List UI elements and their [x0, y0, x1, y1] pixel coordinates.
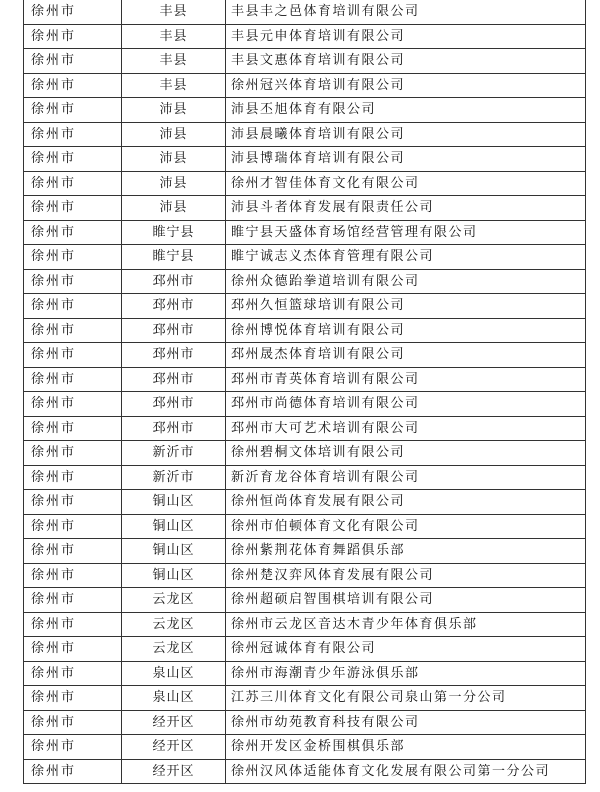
county-cell: 泉山区 — [122, 686, 226, 711]
city-cell: 徐州市 — [24, 661, 122, 686]
city-cell: 徐州市 — [24, 196, 122, 221]
table-row — [24, 196, 586, 221]
company-name-cell: 沛县博瑞体育培训有限公司 — [226, 147, 586, 172]
table-row — [24, 563, 586, 588]
county-cell: 沛县 — [122, 171, 226, 196]
table-row — [24, 24, 586, 49]
company-name-cell: 徐州冠诚体育有限公司 — [226, 637, 586, 662]
city-cell: 徐州市 — [24, 490, 122, 515]
table-row — [24, 490, 586, 515]
table-row — [24, 98, 586, 123]
county-cell: 沛县 — [122, 122, 226, 147]
county-cell: 邳州市 — [122, 318, 226, 343]
company-name-cell: 徐州市云龙区音达木青少年体育俱乐部 — [226, 612, 586, 637]
company-name-cell: 新沂育龙谷体育培训有限公司 — [226, 465, 586, 490]
city-cell: 徐州市 — [24, 147, 122, 172]
city-cell: 徐州市 — [24, 416, 122, 441]
county-cell: 丰县 — [122, 24, 226, 49]
table-row — [24, 318, 586, 343]
city-cell: 徐州市 — [24, 98, 122, 123]
table-row — [24, 735, 586, 760]
table-row — [24, 441, 586, 466]
company-name-cell: 丰县元申体育培训有限公司 — [226, 24, 586, 49]
county-cell: 邳州市 — [122, 269, 226, 294]
table-body — [24, 0, 586, 784]
table-row — [24, 245, 586, 270]
city-cell: 徐州市 — [24, 612, 122, 637]
county-cell: 新沂市 — [122, 465, 226, 490]
city-cell: 徐州市 — [24, 318, 122, 343]
city-cell: 徐州市 — [24, 710, 122, 735]
city-cell: 徐州市 — [24, 0, 122, 24]
company-name-cell: 徐州市伯顿体育文化有限公司 — [226, 514, 586, 539]
city-cell: 徐州市 — [24, 539, 122, 564]
city-cell: 徐州市 — [24, 686, 122, 711]
city-cell: 徐州市 — [24, 122, 122, 147]
county-cell: 邳州市 — [122, 343, 226, 368]
table-row — [24, 661, 586, 686]
table-row — [24, 343, 586, 368]
county-cell: 沛县 — [122, 98, 226, 123]
county-cell: 丰县 — [122, 73, 226, 98]
table-row — [24, 759, 586, 784]
county-cell: 经开区 — [122, 735, 226, 760]
county-cell: 沛县 — [122, 147, 226, 172]
city-cell: 徐州市 — [24, 245, 122, 270]
table-row — [24, 612, 586, 637]
company-name-cell: 徐州恒尚体育发展有限公司 — [226, 490, 586, 515]
county-cell: 经开区 — [122, 759, 226, 784]
company-name-cell: 徐州众德跆拳道培训有限公司 — [226, 269, 586, 294]
company-name-cell: 丰县文惠体育培训有限公司 — [226, 49, 586, 74]
county-cell: 沛县 — [122, 196, 226, 221]
table-row — [24, 147, 586, 172]
company-name-cell: 邳州晟杰体育培训有限公司 — [226, 343, 586, 368]
table-row — [24, 220, 586, 245]
table-row — [24, 392, 586, 417]
table-row — [24, 465, 586, 490]
company-name-cell: 徐州市幼苑教育科技有限公司 — [226, 710, 586, 735]
company-name-cell: 江苏三川体育文化有限公司泉山第一分公司 — [226, 686, 586, 711]
table-row — [24, 269, 586, 294]
company-name-cell: 邳州市青英体育培训有限公司 — [226, 367, 586, 392]
city-cell: 徐州市 — [24, 220, 122, 245]
company-name-cell: 徐州开发区金桥围棋俱乐部 — [226, 735, 586, 760]
city-cell: 徐州市 — [24, 294, 122, 319]
company-name-cell: 睢宁县天盛体育场馆经营管理有限公司 — [226, 220, 586, 245]
company-name-cell: 沛县晨曦体育培训有限公司 — [226, 122, 586, 147]
city-cell: 徐州市 — [24, 637, 122, 662]
company-name-cell: 邳州市大可艺术培训有限公司 — [226, 416, 586, 441]
table-row — [24, 171, 586, 196]
county-cell: 经开区 — [122, 710, 226, 735]
county-cell: 邳州市 — [122, 416, 226, 441]
company-name-cell: 徐州冠兴体育培训有限公司 — [226, 73, 586, 98]
table-row — [24, 294, 586, 319]
company-name-cell: 徐州楚汉弈风体育发展有限公司 — [226, 563, 586, 588]
city-cell: 徐州市 — [24, 343, 122, 368]
county-cell: 泉山区 — [122, 661, 226, 686]
county-cell: 睢宁县 — [122, 245, 226, 270]
table-row — [24, 588, 586, 613]
table-row — [24, 49, 586, 74]
county-cell: 铜山区 — [122, 563, 226, 588]
county-cell: 云龙区 — [122, 612, 226, 637]
table-row — [24, 686, 586, 711]
city-cell: 徐州市 — [24, 24, 122, 49]
table-row — [24, 122, 586, 147]
county-cell: 丰县 — [122, 49, 226, 74]
city-cell: 徐州市 — [24, 392, 122, 417]
table-row — [24, 416, 586, 441]
county-cell: 铜山区 — [122, 539, 226, 564]
table-row — [24, 710, 586, 735]
company-name-cell: 邳州市尚德体育培训有限公司 — [226, 392, 586, 417]
city-cell: 徐州市 — [24, 465, 122, 490]
county-cell: 铜山区 — [122, 514, 226, 539]
company-name-cell: 徐州汉风体适能体育文化发展有限公司第一分公司 — [226, 759, 586, 784]
city-cell: 徐州市 — [24, 514, 122, 539]
company-name-cell: 徐州超硕启智围棋培训有限公司 — [226, 588, 586, 613]
county-cell: 丰县 — [122, 0, 226, 24]
city-cell: 徐州市 — [24, 735, 122, 760]
county-cell: 邳州市 — [122, 392, 226, 417]
city-cell: 徐州市 — [24, 73, 122, 98]
table-row — [24, 539, 586, 564]
county-cell: 云龙区 — [122, 588, 226, 613]
company-name-cell: 邳州久恒篮球培训有限公司 — [226, 294, 586, 319]
company-name-cell: 沛县斗者体育发展有限责任公司 — [226, 196, 586, 221]
company-name-cell: 徐州碧桐文体培训有限公司 — [226, 441, 586, 466]
table-row — [24, 514, 586, 539]
company-name-cell: 睢宁诚志义杰体育管理有限公司 — [226, 245, 586, 270]
city-cell: 徐州市 — [24, 588, 122, 613]
company-name-cell: 徐州博悦体育培训有限公司 — [226, 318, 586, 343]
county-cell: 邳州市 — [122, 367, 226, 392]
company-list-table — [23, 0, 586, 784]
county-cell: 新沂市 — [122, 441, 226, 466]
city-cell: 徐州市 — [24, 49, 122, 74]
county-cell: 睢宁县 — [122, 220, 226, 245]
city-cell: 徐州市 — [24, 367, 122, 392]
county-cell: 邳州市 — [122, 294, 226, 319]
company-name-cell: 徐州市海潮青少年游泳俱乐部 — [226, 661, 586, 686]
county-cell: 铜山区 — [122, 490, 226, 515]
company-name-cell: 沛县丕旭体育有限公司 — [226, 98, 586, 123]
company-name-cell: 徐州紫荆花体育舞蹈俱乐部 — [226, 539, 586, 564]
table-row — [24, 367, 586, 392]
table-row — [24, 0, 586, 24]
city-cell: 徐州市 — [24, 171, 122, 196]
city-cell: 徐州市 — [24, 269, 122, 294]
city-cell: 徐州市 — [24, 441, 122, 466]
city-cell: 徐州市 — [24, 759, 122, 784]
table-row — [24, 637, 586, 662]
city-cell: 徐州市 — [24, 563, 122, 588]
company-name-cell: 徐州才智佳体育文化有限公司 — [226, 171, 586, 196]
county-cell: 云龙区 — [122, 637, 226, 662]
table-row — [24, 73, 586, 98]
company-name-cell: 丰县丰之邑体育培训有限公司 — [226, 0, 586, 24]
